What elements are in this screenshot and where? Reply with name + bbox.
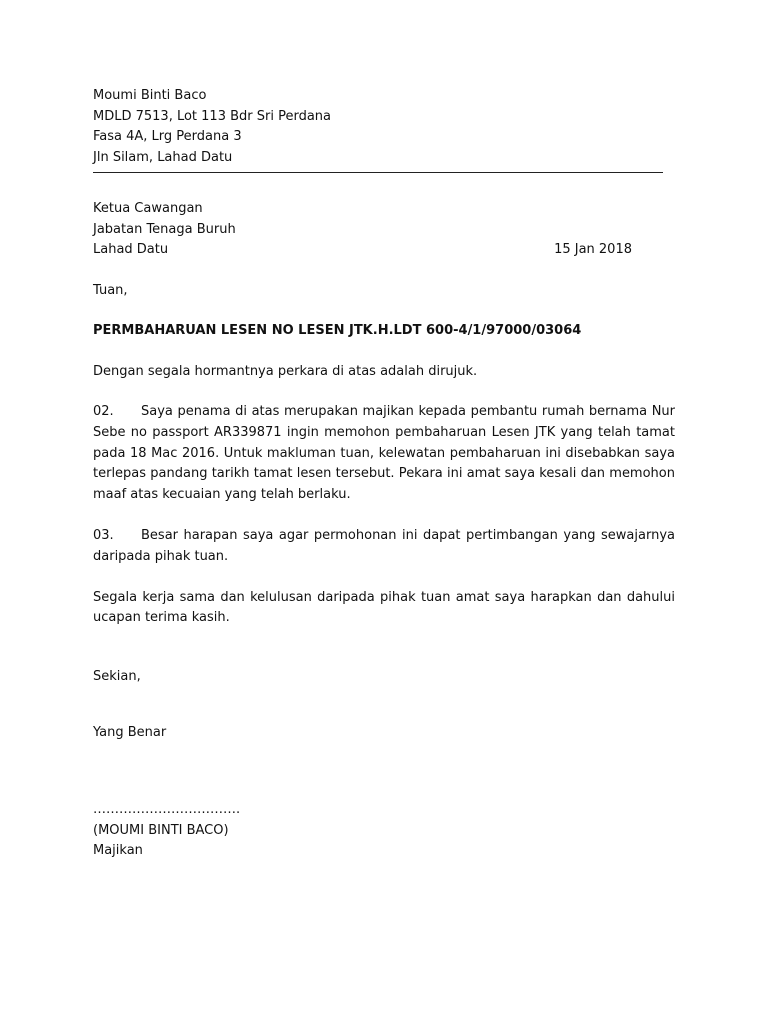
salutation: Tuan, (93, 282, 128, 298)
sender-address-line-2: Fasa 4A, Lrg Perdana 3 (93, 129, 242, 144)
paragraph-03 (93, 526, 675, 568)
closing-paragraph: Segala kerja sama dan kelulusan daripada pihak tuan amat saya harapkan dan dahului ucapan terima kasih. (93, 589, 675, 626)
sign-off: Sekian, (93, 669, 141, 685)
recipient-city: Lahad Datu (93, 242, 169, 257)
paragraph-number: 02. (93, 404, 114, 419)
letter-date: 15 Jan 2018 (554, 242, 632, 257)
intro-paragraph: Dengan segala hormantnya perkara di atas adalah dirujuk. (93, 363, 478, 379)
paragraph-02 (93, 402, 675, 506)
yours-faithfully: Yang Benar (93, 724, 167, 740)
recipient-title: Ketua Cawangan (93, 201, 203, 216)
sender-address-line-1: MDLD 7513, Lot 113 Bdr Sri Perdana (93, 108, 332, 124)
subject-heading: PERMBAHARUAN LESEN NO LESEN JTK.H.LDT 600-4/1/97000/03064 (93, 323, 582, 338)
recipient-department: Jabatan Tenaga Buruh (93, 221, 236, 237)
paragraph-text: Besar harapan saya agar permohonan ini dapat pertimbangan yang sewajarnya daripada pihak tuan. (93, 527, 675, 564)
paragraph-number: 03. (93, 527, 114, 543)
sender-name: Moumi Binti Baco (93, 88, 207, 103)
signer-name: (MOUMI BINTI BACO) (93, 822, 229, 838)
signature-line: ……………………………. (93, 802, 241, 818)
letter-page (93, 86, 675, 862)
sender-address-line-3: Jln Silam, Lahad Datu (93, 149, 233, 165)
recipient-city-date-row (93, 240, 632, 261)
signer-role: Majikan (93, 843, 143, 859)
paragraph-text: Saya penama di atas merupakan majikan kepada pembantu rumah bernama Nur Sebe no passport AR339871 ingin memohon pembaharuan Lesen JTK yang telah tamat pada 18 Mac 2016. Untuk makluman tuan, kelewatan pembaharuan ini disebabkan saya terlepas pandang tarikh tamat lesen tersebut. Pekara ini amat saya kesali dan memohon maaf atas kecuaian yang telah berlaku. (93, 404, 675, 503)
